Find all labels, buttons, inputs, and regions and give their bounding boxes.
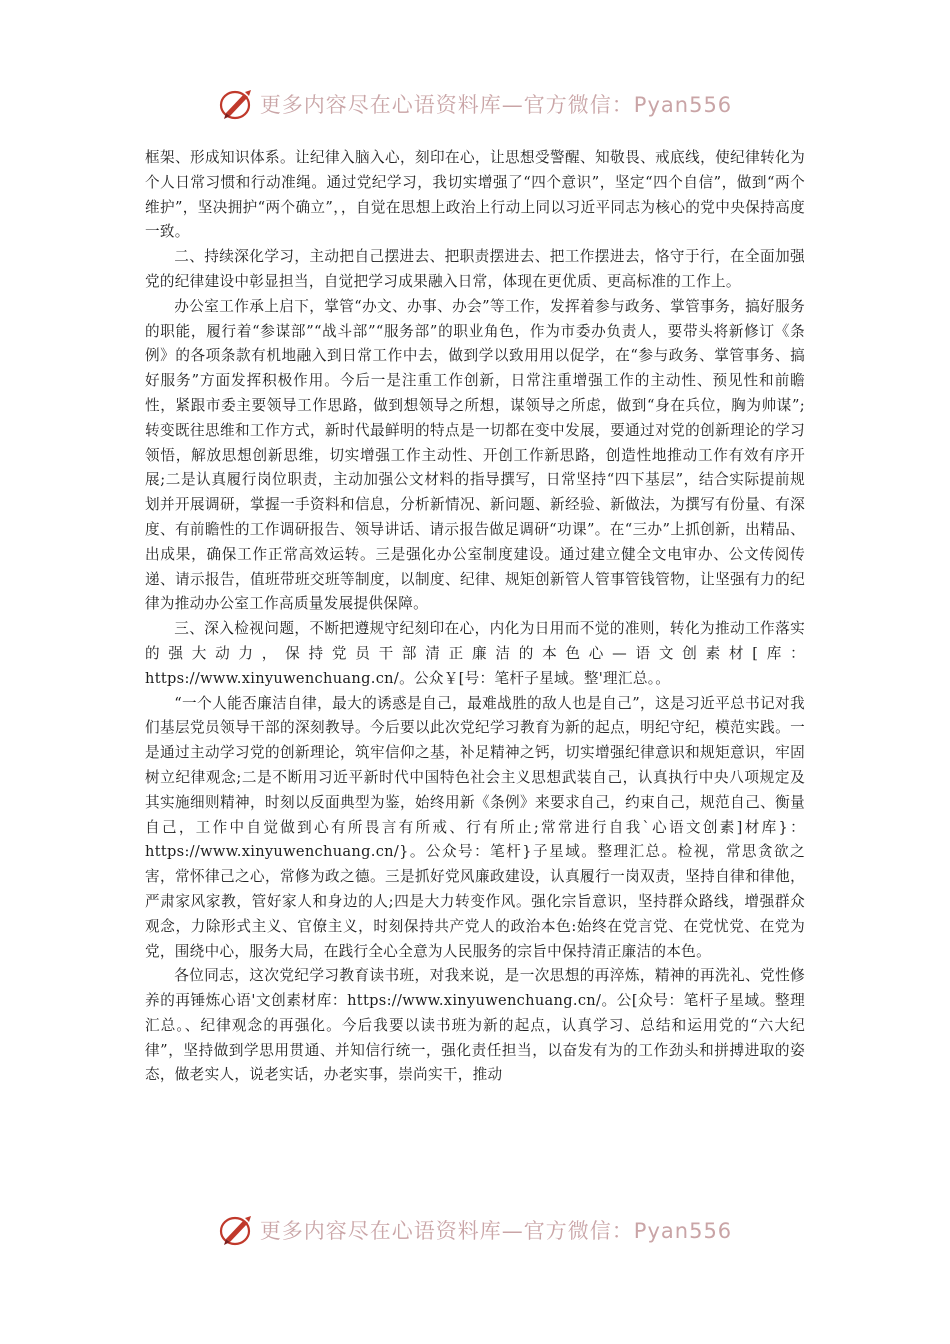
- document-body: [145, 146, 805, 1088]
- header-banner: [0, 84, 950, 124]
- paragraph: 框架、形成知识体系。让纪律入脑入心，刻印在心，让思想受警醒、知敬畏、戒底线，使纪律转化为个人日常习惯和行动准绳。通过党纪学习，我切实增强了“四个意识”，坚定“四个自信”，做到“两个维护”，坚决拥护“两个确立”，，自觉在思想上政治上行动上同以习近平同志为核心的党中央保持高度一致。: [145, 149, 805, 241]
- banner-text: 更多内容尽在心语资料库—官方微信：Pyan556: [259, 1219, 733, 1243]
- paragraph: 三、深入检视问题，不断把遵规守纪刻印在心，内化为日用而不觉的准则，转化为推动工作落实的强大动力，保持党员干部清正廉洁的本色心—语文创素材[库：https://www.xinyuwenchuang.cn/。公众￥[号：笔杆子星域。整'理汇总。。: [145, 620, 805, 687]
- paragraph: “一个人能否廉洁自律，最大的诱惑是自己，最难战胜的敌人也是自己”，这是习近平总书记对我们基层党员领导干部的深刻教导。今后要以此次党纪学习教育为新的起点，明纪守纪，模范实践。一是通过主动学习党的创新理论，筑牢信仰之基，补足精神之钙，切实增强纪律意识和规矩意识，牢固树立纪律观念;二是不断用习近平新时代中国特色社会主义思想武装自己，认真执行中央八项规定及其实施细则精神，时刻以反面典型为鉴，始终用新《条例》来要求自己，约束自己，规范自己、衡量自己，工作中自觉做到心有所畏言有所戒、行有所止;常常进行自我`心语文创素]材库}：https://www.xinyuwenchuang.cn/}。公众号：笔杆}子星域。整理汇总。检视，常思贪欲之害，常怀律己之心，常修为政之德。三是抓好党风廉政建设，认真履行一岗双责，坚持自律和律他，严肃家风家教，管好家人和身边的人;四是大力转变作风。强化宗旨意识，坚持群众路线，增强群众观念，力除形式主义、官僚主义，时刻保持共产党人的政治本色:始终在党言党、在党忧党、在党为党，围绕中心，服务大局，在践行全心全意为人民服务的宗旨中保持清正廉洁的本色。: [145, 694, 805, 960]
- banner-text: 更多内容尽在心语资料库—官方微信：Pyan556: [259, 93, 733, 117]
- pen-circle-logo-icon: [218, 1212, 256, 1248]
- footer-banner: [0, 1210, 950, 1250]
- pen-circle-logo-icon: [218, 86, 256, 122]
- paragraph: 办公室工作承上启下，掌管“办文、办事、办会”等工作，发挥着参与政务、掌管事务，搞好服务的职能，履行着“参谋部”“战斗部”“服务部”的职业角色，作为市委办负责人，要带头将新修订《条例》的各项条款有机地融入到日常工作中去，做到学以致用用以促学，在“参与政务、掌管事务、搞好服务”方面发挥积极作用。今后一是注重工作创新，日常注重增强工作的主动性、预见性和前瞻性，紧跟市委主要领导工作思路，做到想领导之所想，谋领导之所虑，做到“身在兵位，胸为帅谋”;转变既往思维和工作方式，新时代最鲜明的特点是一切都在变中发展，要通过对党的创新理论的学习领悟，解放思想创新思维，切实增强工作主动性、开创工作新思路，创造性地推动工作有效有序开展;二是认真履行岗位职责，主动加强公文材料的指导撰写，日常坚持“四下基层”，结合实际提前规划并开展调研，掌握一手资料和信息，分析新情况、新问题、新经验、新做法，为撰写有份量、有深度、有前瞻性的工作调研报告、领导讲话、请示报告做足调研“功课”。在“三办”上抓创新，出精品、出成果，确保工作正常高效运转。三是强化办公室制度建设。通过建立健全文电审办、公文传阅传递、请示报告，值班带班交班等制度，以制度、纪律、规矩创新管人管事管钱管物，让坚强有力的纪律为推动办公室工作高质量发展提供保障。: [145, 297, 805, 613]
- paragraph: 二、持续深化学习，主动把自己摆进去、把职责摆进去、把工作摆进去，恪守于行，在全面加强党的纪律建设中彰显担当，自觉把学习成果融入日常，体现在更优质、更高标准的工作上。: [145, 248, 805, 290]
- paragraph: 各位同志，这次党纪学习教育读书班，对我来说，是一次思想的再淬炼，精神的再洗礼、党性修养的再锤炼心语'文创素材库：https://www.xinyuwenchuang.cn/。公[众号：笔杆子星域。整理汇总。、纪律观念的再强化。今后我要以读书班为新的起点，认真学习、总结和运用党的“六大纪律”，坚持做到学思用贯通、并知信行统一，强化责任担当，以奋发有为的工作劲头和拼搏进取的姿态，做老实人，说老实话，办老实事，崇尚实干，推动: [145, 967, 805, 1084]
